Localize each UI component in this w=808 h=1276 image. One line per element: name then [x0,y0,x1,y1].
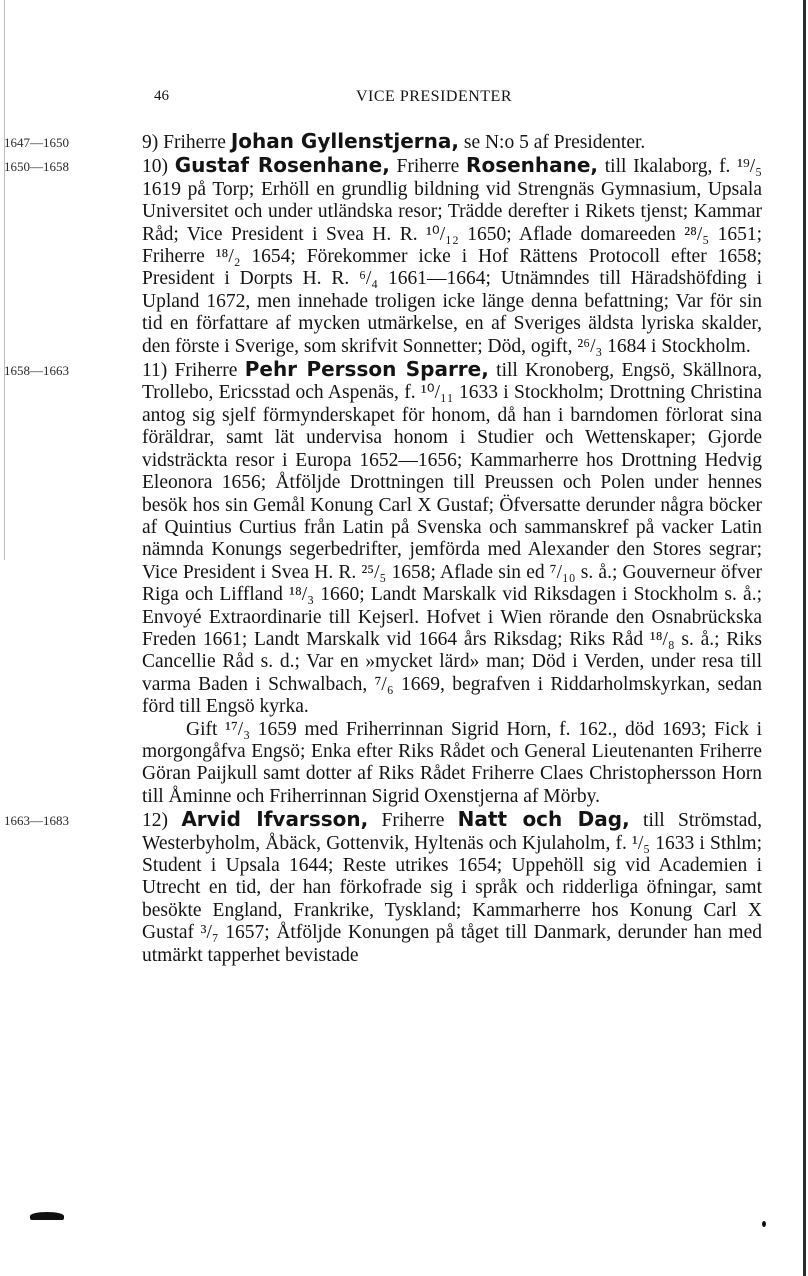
text-run: Friherre [389,156,467,178]
entry-paragraph [142,154,762,358]
entry [4,357,763,808]
marginal-dates: 1663—1683 [4,813,69,829]
marginal-dates: 1658—1663 [4,363,69,379]
text-run: 12) [142,810,182,832]
ink-smudge [30,1212,64,1220]
person-name: Gustaf Rosenhane, [174,153,390,178]
person-name: Natt och Dag, [457,807,630,832]
entry [4,129,762,154]
page-edge-left [4,0,5,560]
entry-paragraph [142,130,762,154]
ink-speck [762,1221,766,1227]
entry-paragraph [142,719,762,809]
text-run: Friherre [368,810,458,832]
person-name: Arvid Ifvarsson, [181,807,369,832]
text-run: 11) Friherre [142,360,245,382]
marginal-dates: 1650—1658 [4,159,69,175]
text-run: Gift ¹⁷/₃ 1659 med Friherrinnan Sigrid Horn, f. 162., död 1693; Fick i morgongåfva Engsö; Enka efter Riks Rådet och General Lieutenanten Friherre Göran Paijkull samt dotter af Riks Rådet Friherre Claes Christophersson Horn till Åminne och Friherrinnan Sigrid Oxenstjerna af Mörby. [142,718,762,807]
text-run: se N:o 5 af Presidenter. [458,132,646,153]
text-run: till Kronoberg, Engsö, Skällnora, Trollebo, Ericsstad och Aspenäs, f. ¹⁰/₁₁ 1633 i Stockholm; Drottning Christina antog sig sjelf förmynderskapet för honom, då han i barndomen förlorat sina föräldrar, samt lät undervisa honom i Studier och Wettenskaper; Gjorde vidsträckta resor i Europa 1652—1656; Kammarherre hos Drottning Hedvig Eleonora 1656; Åtföljde Drottningen till Preussen och Polen under hennes besök hos sin Gemål Konung Carl X Gustaf; Öfversatte derunder några böcker af Quintius Curtius från Latin på Svenska och sammanskref på vacker Latin nämnda Konungs segerbedrifter, jemförda med Alexander den Stores segrar; Vice President i Svea H. R. ²⁵/₅ 1658; Aflade sin ed ⁷/₁₀ s. å.; Gouverneur öfver Riga och Liffland ¹⁸/₃ 1660; Landt Marskalk vid Riksdagen i Stockholm s. å.; Envoyé Extraordinarie till Kejserl. Hofvet i Wien rörande den Osnabrückska Freden 1661; Landt Marskalk vid 1664 års Riksdag; Riks Råd ¹⁸/₈ s. å.; Riks Cancellie Råd s. d.; Var en »mycket lärd» man; Död i Verden, under resa till varma Baden i Schwalbach, ⁷/₆ 1669, begrafven i Riddarholmskyrkan, sedan förd till Engsö kyrka. [142,360,763,718]
text-run: 9) Friherre [142,132,231,153]
marginal-dates: 1647—1650 [4,135,69,150]
person-name: Pehr Persson Sparre, [244,357,489,382]
entry [4,153,763,358]
page-header [0,88,808,112]
text-run: till Strömstad, Westerbyholm, Åbäck, Gottenvik, Hyltenäs och Kjulaholm, f. ¹/₅ 1633 i Sthlm; Student i Upsala 1644; Reste utrikes 1654; Uppehöll sig vid Academien i Utrecht en tid, der han förkofrade sig i språk och ridderliga öfningar, samt besökte England, Frankrike, Tyskland; Kammarherre hos Konung Carl X Gustaf ³/₇ 1657; Åtföljde Konungen på tåget till Danmark, derunder han med utmärkt tapperhet bevistade [142,810,762,966]
text-run: till Ikalaborg, f. ¹⁹/₅ 1619 på Torp; Erhöll en grundlig bildning vid Strengnäs Gymnasium, Upsala Universitet och under utländska resor; Trädde derefter i Rikets tjenst; Kammar Råd; Vice President i Svea H. R. ¹⁰/₁₂ 1650; Aflade domareeden ²⁸/₅ 1651; Friherre ¹⁸/₂ 1654; Förekommer icke i Hof Rättens Protocoll efter 1658; President i Dorpts H. R. ⁶/₄ 1661—1664; Utnämndes till Häradshöfding i Upland 1672, men innehade troligen icke länge denna befattning; Var för sin tid en författare af mycken utmärkelse, en af Sveriges äldsta lyriska skalder, den förste i Sverige, som skrifvit Sonnetter; Död, ogift, ²⁶/₃ 1684 i Stockholm. [142,156,763,357]
running-head: VICE PRESIDENTER [356,88,512,105]
page-edge-right [803,0,806,1276]
entry [4,807,762,967]
entry-paragraph [142,358,762,719]
text-run: 10) [142,156,175,178]
person-name: Rosenhane, [466,153,599,178]
person-name: Johan Gyllenstjerna, [230,129,459,153]
page-number: 46 [154,88,169,104]
entry-paragraph [142,808,762,967]
document-body [4,129,763,967]
